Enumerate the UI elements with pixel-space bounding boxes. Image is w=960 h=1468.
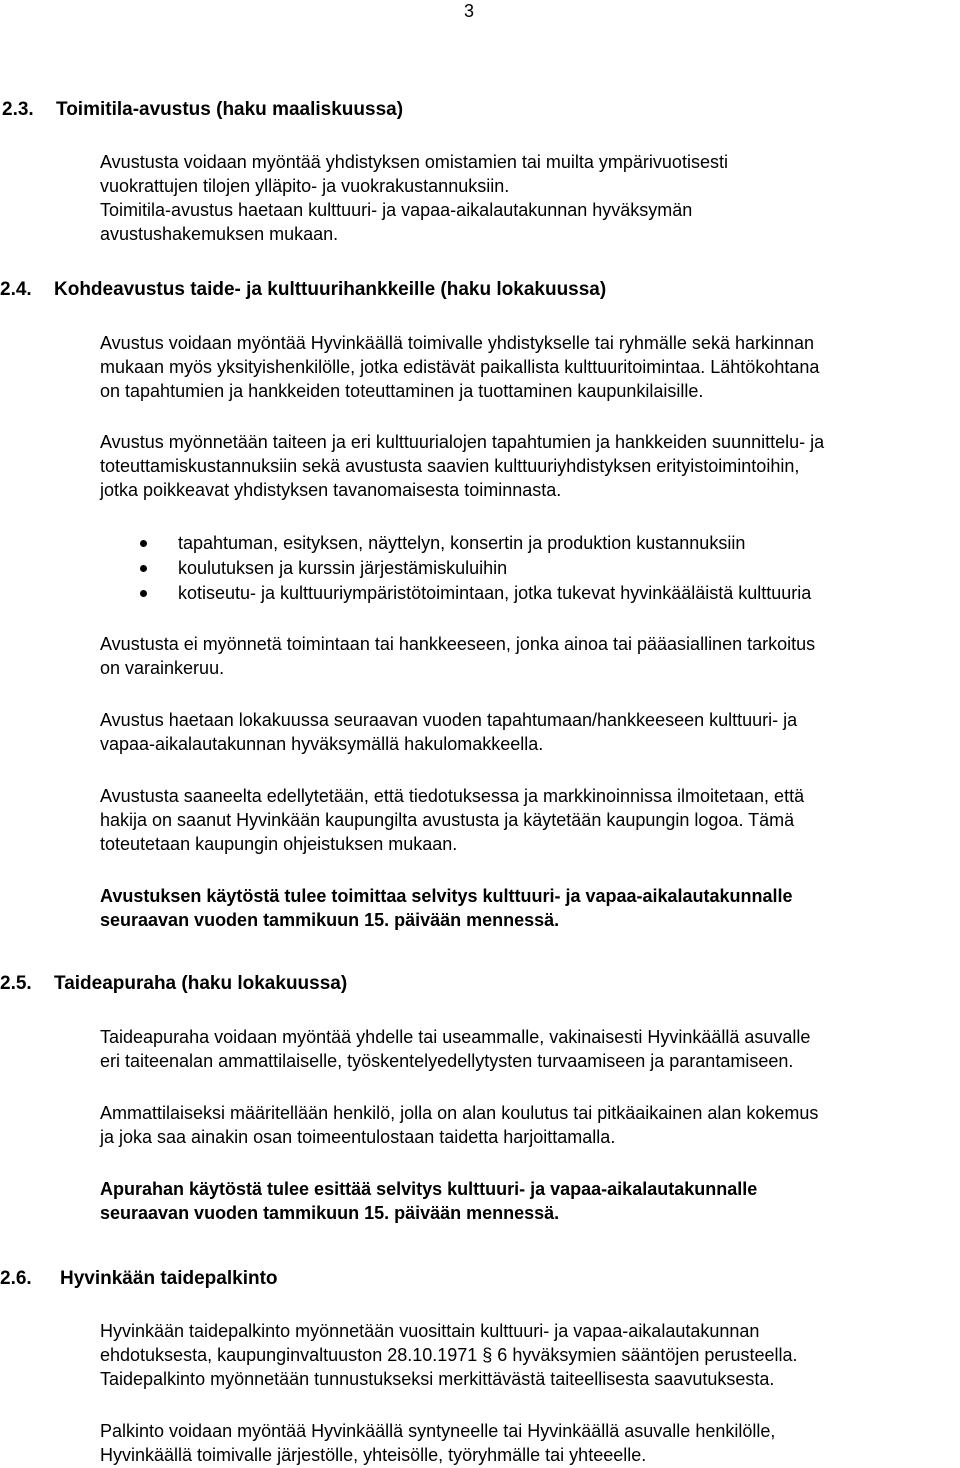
- text-line: Hyvinkäällä toimivalle järjestölle, yhteisölle, työryhmälle tai yhteeelle.: [100, 1445, 647, 1465]
- text-line: Taidepalkinto myönnetään tunnustukseksi merkittävästä taiteellisesta saavutuksesta.: [100, 1369, 775, 1389]
- text-line: on varainkeruu.: [100, 658, 225, 678]
- text-line: ja joka saa ainakin osan toimeentulostaan taidetta harjoittamalla.: [100, 1127, 616, 1147]
- section-heading-2-5: [0, 972, 347, 996]
- section-title: Toimitila-avustus (haku maaliskuussa): [56, 99, 404, 120]
- section-heading-2-6: [0, 1267, 278, 1291]
- bullet-dot-icon: [140, 565, 147, 572]
- section-title: Hyvinkään taidepalkinto: [60, 1268, 278, 1289]
- bullet-text: koulutuksen ja kurssin järjestämiskuluihin: [178, 558, 508, 578]
- text-line: hakija on saanut Hyvinkään kaupungilta avustusta ja käytetään kaupungin logoa. Tämä: [100, 810, 795, 830]
- text-line: toteutetaan kaupungin ohjeistuksen mukaan.: [100, 834, 458, 854]
- text-line: Toimitila-avustus haetaan kulttuuri- ja vapaa-aikalautakunnan hyväksymän: [100, 200, 693, 220]
- text-line: ehdotuksesta, kaupunginvaltuuston 28.10.1971 § 6 hyväksymien sääntöjen perusteella.: [100, 1345, 798, 1365]
- text-line: Ammattilaiseksi määritellään henkilö, jolla on alan koulutus tai pitkäaikainen alan kokemus: [100, 1103, 819, 1123]
- text-line: on tapahtumien ja hankkeiden toteuttaminen ja tuottaminen kaupunkilaisille.: [100, 381, 704, 401]
- text-line: jotka poikkeavat yhdistyksen tavanomaisesta toiminnasta.: [100, 480, 562, 500]
- bullet-dot-icon: [140, 590, 147, 597]
- section-heading-2-3: [2, 98, 403, 122]
- paragraph: [100, 1419, 775, 1467]
- text-line: Palkinto voidaan myöntää Hyvinkäällä syntyneelle tai Hyvinkäällä asuvalle henkilölle,: [100, 1421, 776, 1441]
- text-line: avustushakemuksen mukaan.: [100, 224, 339, 244]
- paragraph: [100, 708, 797, 756]
- paragraph: [100, 150, 728, 246]
- text-line: seuraavan vuoden tammikuun 15. päivään mennessä.: [100, 1203, 560, 1223]
- paragraph: [100, 331, 819, 403]
- text-line: Avustusta ei myönnetä toimintaan tai hankkeeseen, jonka ainoa tai pääasiallinen tarkoitus: [100, 634, 816, 654]
- section-number: 2.3.: [2, 99, 34, 120]
- page-number: 3: [464, 1, 475, 21]
- text-line: Taideapuraha voidaan myöntää yhdelle tai useammalle, vakinaisesti Hyvinkäällä asuvalle: [100, 1027, 811, 1047]
- section-number: 2.4.: [0, 279, 32, 300]
- bold-notice: [100, 884, 793, 932]
- text-line: toteuttamiskustannuksiin sekä avustusta saavien kulttuuriyhdistyksen erityistoimintoihin,: [100, 456, 800, 476]
- section-number: 2.6.: [0, 1268, 32, 1289]
- text-line: Avustus voidaan myöntää Hyvinkäällä toimivalle yhdistykselle tai ryhmälle sekä harkinnan: [100, 333, 815, 353]
- text-line: Hyvinkään taidepalkinto myönnetään vuosittain kulttuuri- ja vapaa-aikalautakunnan: [100, 1321, 760, 1341]
- section-heading-2-4: [0, 278, 606, 302]
- text-line: Avustus haetaan lokakuussa seuraavan vuoden tapahtumaan/hankkeeseen kulttuuri- ja: [100, 710, 798, 730]
- section-title: Kohdeavustus taide- ja kulttuurihankkeille (haku lokakuussa): [54, 279, 607, 300]
- bullet-dot-icon: [140, 540, 147, 547]
- text-line: eri taiteenalan ammattilaiselle, työskentelyedellytysten turvaamiseen ja parantamiseen.: [100, 1051, 794, 1071]
- section-number: 2.5.: [0, 973, 32, 994]
- paragraph: [100, 1101, 818, 1149]
- text-line: Avustus myönnetään taiteen ja eri kulttuurialojen tapahtumien ja hankkeiden suunnittelu- ja: [100, 432, 825, 452]
- paragraph: [100, 632, 815, 680]
- text-line: vapaa-aikalautakunnan hyväksymällä hakulomakkeella.: [100, 734, 544, 754]
- text-line: vuokrattujen tilojen ylläpito- ja vuokrakustannuksiin.: [100, 176, 510, 196]
- bold-notice: [100, 1177, 757, 1225]
- bullet-text: kotiseutu- ja kulttuuriympäristötoimintaan, jotka tukevat hyvinkääläistä kulttuuria: [178, 583, 812, 603]
- text-line: seuraavan vuoden tammikuun 15. päivään mennessä.: [100, 910, 560, 930]
- paragraph: [100, 784, 804, 856]
- paragraph: [100, 430, 824, 502]
- bullet-text: tapahtuman, esityksen, näyttelyn, konsertin ja produktion kustannuksiin: [178, 533, 746, 553]
- text-line: Avustusta voidaan myöntää yhdistyksen omistamien tai muilta ympärivuotisesti: [100, 152, 728, 172]
- paragraph: [100, 1319, 797, 1391]
- text-line: Avustusta saaneelta edellytetään, että tiedotuksessa ja markkinoinnissa ilmoitetaan, että: [100, 786, 805, 806]
- text-line: Avustuksen käytöstä tulee toimittaa selvitys kulttuuri- ja vapaa-aikalautakunnalle: [100, 886, 793, 906]
- text-line: mukaan myös yksityishenkilölle, jotka edistävät paikallista kulttuuritoimintaa. Lähtökohtana: [100, 357, 820, 377]
- section-title: Taideapuraha (haku lokakuussa): [54, 973, 348, 994]
- paragraph: [100, 1025, 810, 1073]
- text-line: Apurahan käytöstä tulee esittää selvitys kulttuuri- ja vapaa-aikalautakunnalle: [100, 1179, 758, 1199]
